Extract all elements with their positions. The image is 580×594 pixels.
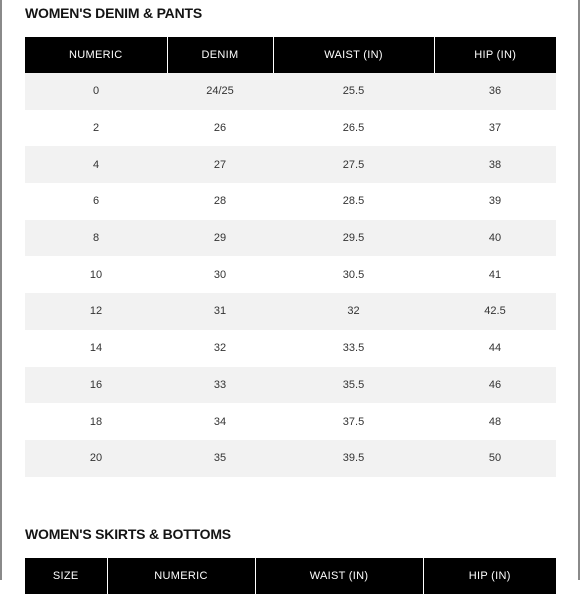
table-row (25, 110, 556, 147)
table-cell: 44 (434, 330, 556, 367)
table-header-row (25, 37, 556, 73)
skirts-bottoms-title: WOMEN'S SKIRTS & BOTTOMS (25, 526, 231, 542)
table-row (25, 403, 556, 440)
table-header-row (25, 558, 556, 594)
table-cell: 29.5 (273, 220, 434, 257)
table-cell: 20 (25, 440, 167, 477)
table-cell: 25.5 (273, 73, 434, 110)
table-cell: 26 (167, 110, 273, 147)
table-cell: 30.5 (273, 256, 434, 293)
table-row (25, 440, 556, 477)
table-row (25, 183, 556, 220)
header-waist: WAIST (IN) (255, 558, 423, 594)
header-waist: WAIST (IN) (273, 37, 434, 73)
table-cell: 18 (25, 403, 167, 440)
frame-border-left (0, 0, 2, 580)
table-cell: 41 (434, 256, 556, 293)
table-cell: 27 (167, 146, 273, 183)
table-cell: 31 (167, 293, 273, 330)
table-row (25, 293, 556, 330)
table-cell: 29 (167, 220, 273, 257)
table-cell: 26.5 (273, 110, 434, 147)
table-cell: 16 (25, 367, 167, 404)
header-numeric: NUMERIC (107, 558, 255, 594)
table-cell: 0 (25, 73, 167, 110)
table-row (25, 220, 556, 257)
table-cell: 36 (434, 73, 556, 110)
table-cell: 30 (167, 256, 273, 293)
header-hip: HIP (IN) (423, 558, 556, 594)
table-cell: 35.5 (273, 367, 434, 404)
skirts-bottoms-size-table (25, 558, 556, 594)
header-numeric: NUMERIC (25, 37, 167, 73)
table-cell: 8 (25, 220, 167, 257)
table-cell: 24/25 (167, 73, 273, 110)
table-cell: 39 (434, 183, 556, 220)
table-row (25, 256, 556, 293)
table-cell: 33 (167, 367, 273, 404)
table-cell: 32 (167, 330, 273, 367)
denim-pants-table-body (25, 73, 556, 477)
table-row (25, 73, 556, 110)
table-cell: 40 (434, 220, 556, 257)
table-cell: 33.5 (273, 330, 434, 367)
header-hip: HIP (IN) (434, 37, 556, 73)
table-cell: 27.5 (273, 146, 434, 183)
table-cell: 12 (25, 293, 167, 330)
table-cell: 35 (167, 440, 273, 477)
table-row (25, 330, 556, 367)
table-cell: 32 (273, 293, 434, 330)
table-cell: 50 (434, 440, 556, 477)
table-cell: 6 (25, 183, 167, 220)
denim-pants-size-table (25, 37, 556, 477)
table-cell: 10 (25, 256, 167, 293)
denim-pants-title: WOMEN'S DENIM & PANTS (25, 5, 202, 21)
table-cell: 38 (434, 146, 556, 183)
table-row (25, 146, 556, 183)
table-cell: 2 (25, 110, 167, 147)
table-cell: 37 (434, 110, 556, 147)
table-cell: 28 (167, 183, 273, 220)
table-cell: 34 (167, 403, 273, 440)
header-denim: DENIM (167, 37, 273, 73)
table-cell: 4 (25, 146, 167, 183)
table-cell: 46 (434, 367, 556, 404)
table-cell: 37.5 (273, 403, 434, 440)
table-cell: 42.5 (434, 293, 556, 330)
table-row (25, 367, 556, 404)
table-cell: 28.5 (273, 183, 434, 220)
header-size: SIZE (25, 558, 107, 594)
table-cell: 14 (25, 330, 167, 367)
table-cell: 39.5 (273, 440, 434, 477)
table-cell: 48 (434, 403, 556, 440)
